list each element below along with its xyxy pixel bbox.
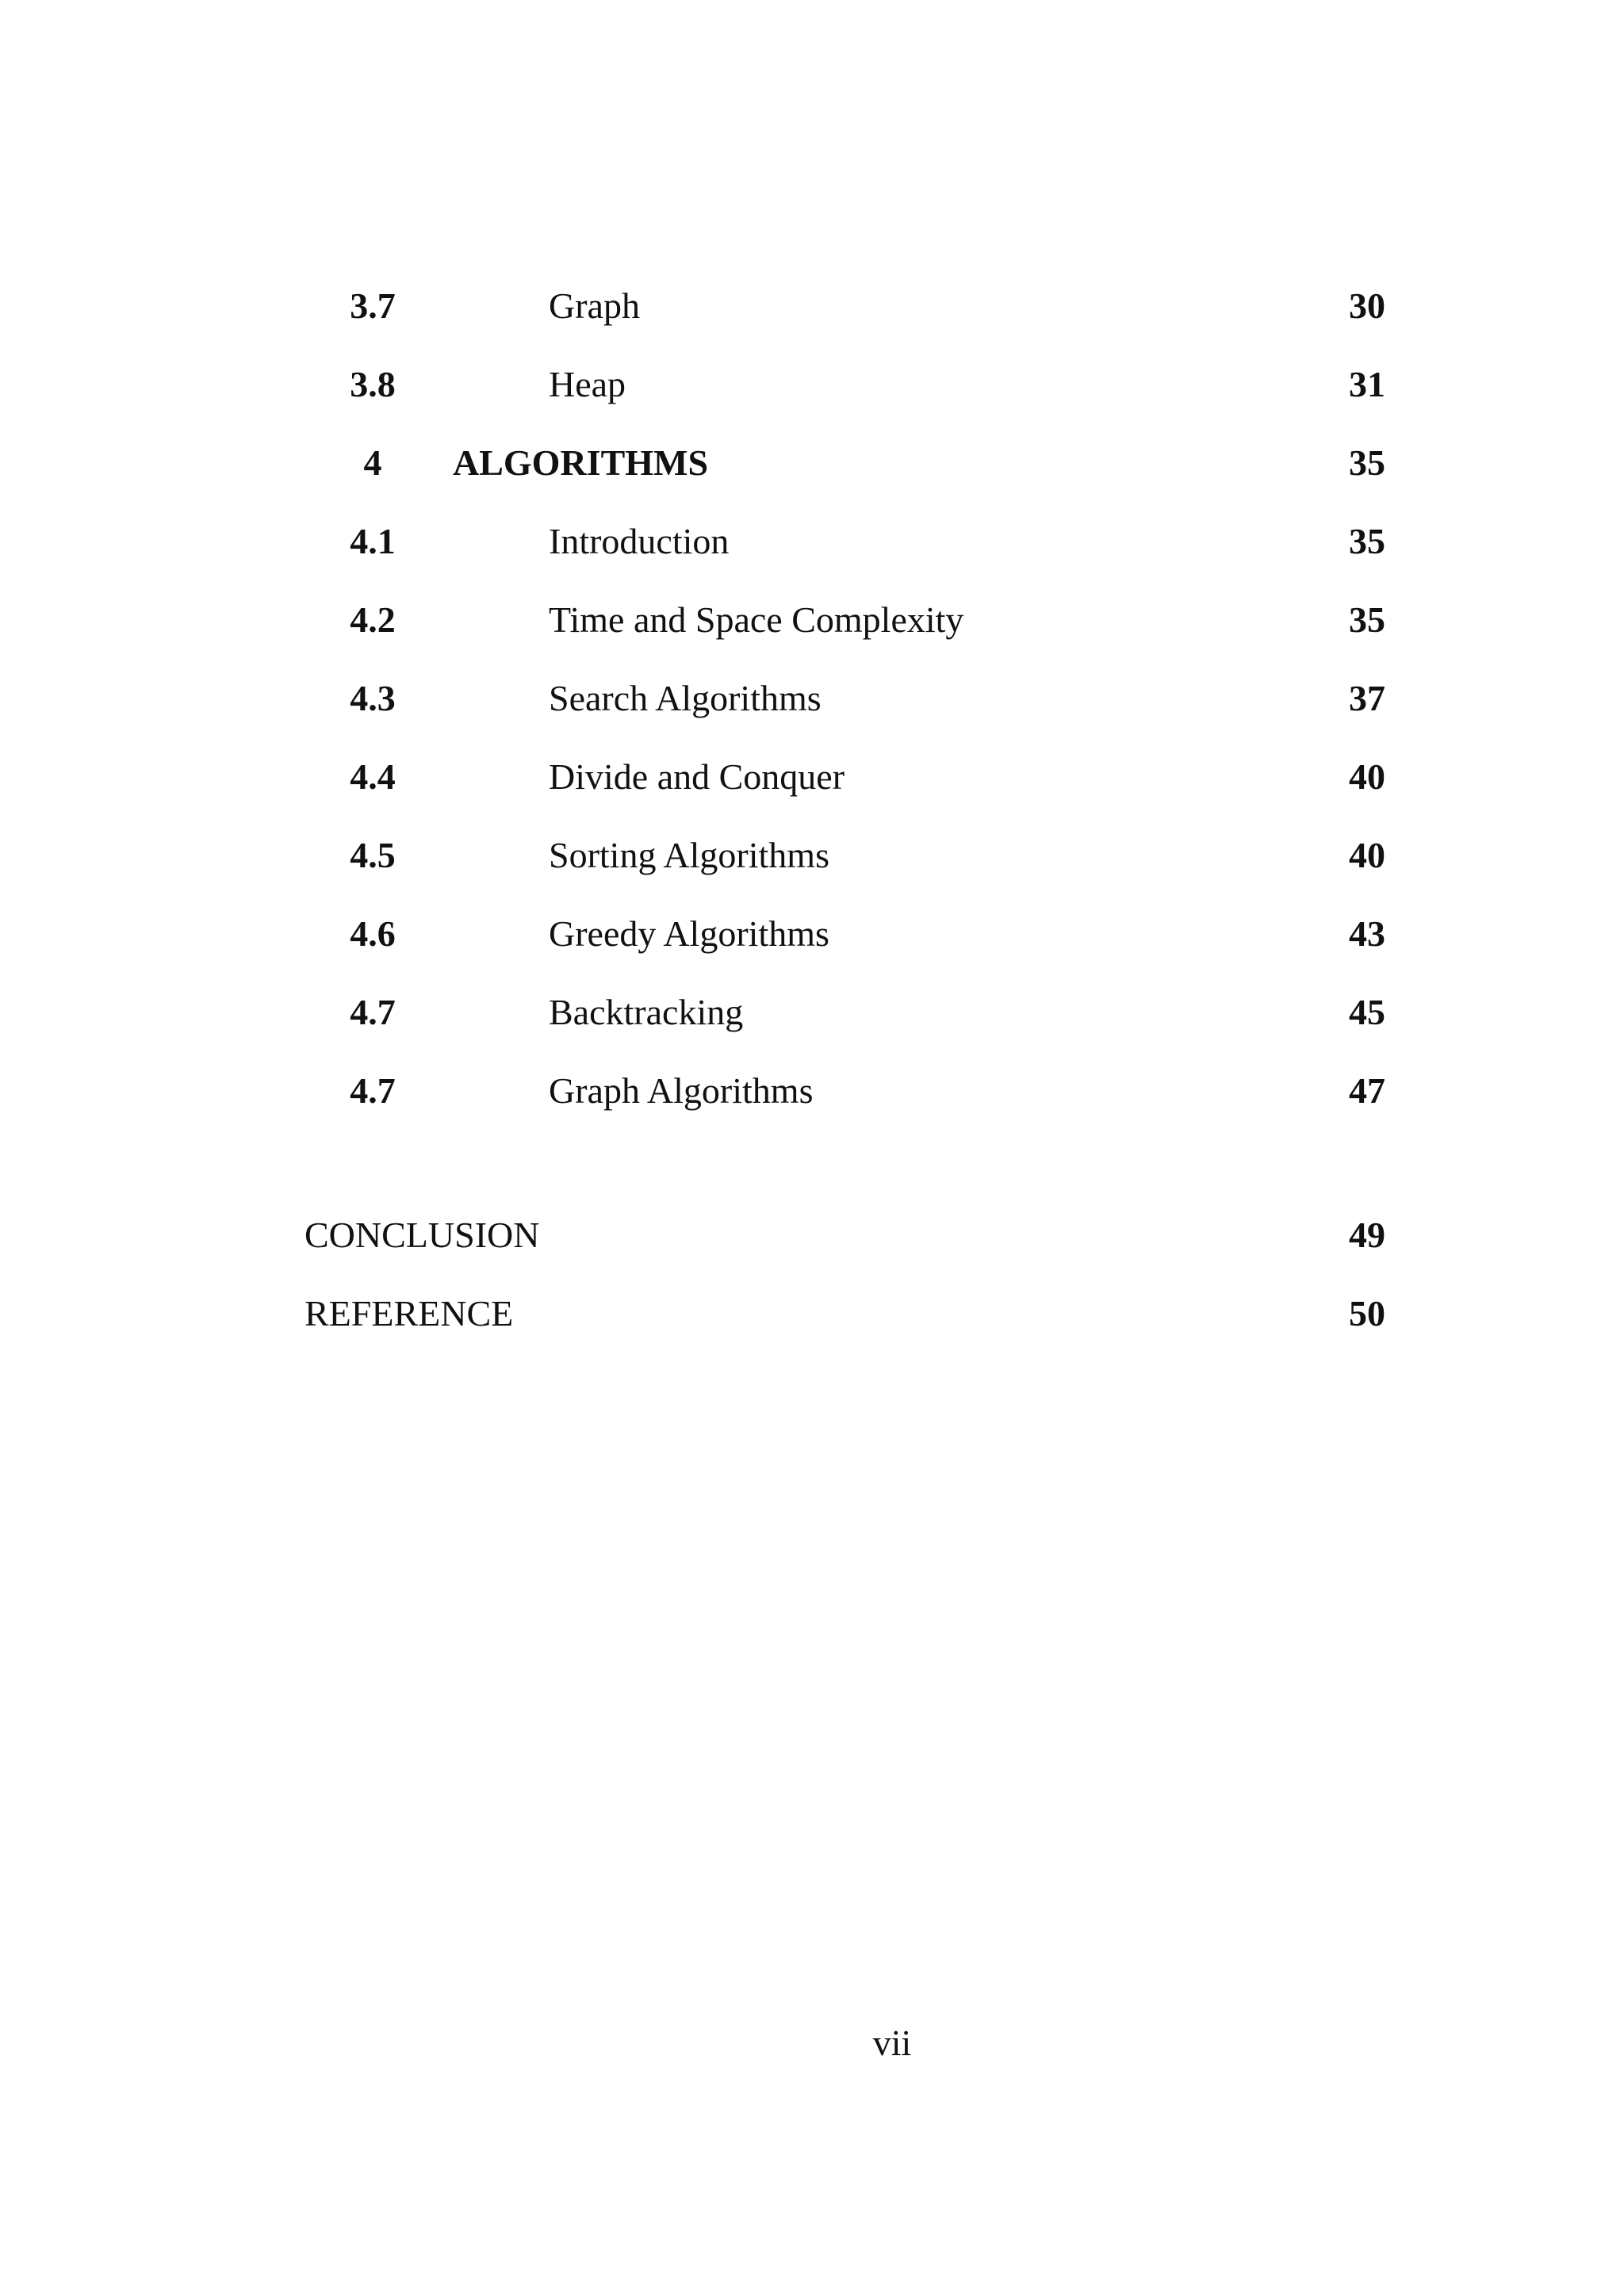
toc-conclusion (0, 1203, 1624, 1267)
toc-chapter-title: ALGORITHMS (453, 442, 709, 483)
toc-entry-4-4 (0, 745, 1624, 809)
toc-chapter-page: 35 (1349, 442, 1385, 483)
toc-entry-title: Introduction (549, 521, 730, 561)
toc-entry-title: Greedy Algorithms (549, 913, 829, 954)
toc-back-matter-page: 50 (1349, 1293, 1385, 1334)
toc-back-matter-title: CONCLUSION (304, 1215, 540, 1255)
toc-entry-page: 31 (1349, 364, 1385, 404)
toc-entry-3-8 (0, 353, 1624, 416)
toc-entry-number: 4.6 (350, 913, 396, 954)
toc-entry-number: 4.5 (350, 835, 396, 875)
toc-entry-page: 47 (1349, 1070, 1385, 1111)
toc-entry-page: 40 (1349, 835, 1385, 875)
toc-entry-page: 35 (1349, 521, 1385, 561)
toc-back-matter-page: 49 (1349, 1215, 1385, 1255)
toc-chapter-number: 4 (363, 442, 382, 483)
toc-back-matter-title: REFERENCE (304, 1293, 514, 1334)
toc-entry-number: 4.1 (350, 521, 396, 561)
toc-entry-number: 3.7 (350, 285, 396, 326)
toc-entry-number: 4.7 (350, 1070, 396, 1111)
toc-entry-title: Graph Algorithms (549, 1070, 814, 1111)
toc-entry-number: 4.7 (350, 992, 396, 1032)
toc-entry-4-6 (0, 902, 1624, 966)
toc-entry-4-7-backtracking (0, 981, 1624, 1044)
toc-entry-4-3 (0, 667, 1624, 730)
page-number: vii (872, 2022, 912, 2063)
toc-entry-page: 37 (1349, 678, 1385, 718)
toc-entry-3-7 (0, 274, 1624, 338)
toc-entry-title: Graph (549, 285, 640, 326)
page-footer (0, 2011, 1624, 2075)
toc-entry-number: 3.8 (350, 364, 396, 404)
toc-reference (0, 1282, 1624, 1345)
toc-entry-page: 43 (1349, 913, 1385, 954)
toc-entry-page: 30 (1349, 285, 1385, 326)
toc-entry-title: Heap (549, 364, 626, 404)
toc-entry-4-1 (0, 510, 1624, 573)
toc-entry-page: 45 (1349, 992, 1385, 1032)
toc-entry-number: 4.3 (350, 678, 396, 718)
toc-entry-number: 4.4 (350, 756, 396, 797)
toc-entry-4-5 (0, 824, 1624, 887)
toc-entry-4-7-graph-algorithms (0, 1059, 1624, 1123)
toc-entry-title: Divide and Conquer (549, 756, 845, 797)
toc-entry-title: Sorting Algorithms (549, 835, 829, 875)
toc-entry-4-2 (0, 588, 1624, 652)
toc-entry-page: 40 (1349, 756, 1385, 797)
toc-entry-title: Backtracking (549, 992, 744, 1032)
toc-chapter-4 (0, 431, 1624, 495)
toc-entry-title: Search Algorithms (549, 678, 822, 718)
toc-entry-title: Time and Space Complexity (549, 599, 964, 640)
toc-entry-number: 4.2 (350, 599, 396, 640)
toc-entry-page: 35 (1349, 599, 1385, 640)
